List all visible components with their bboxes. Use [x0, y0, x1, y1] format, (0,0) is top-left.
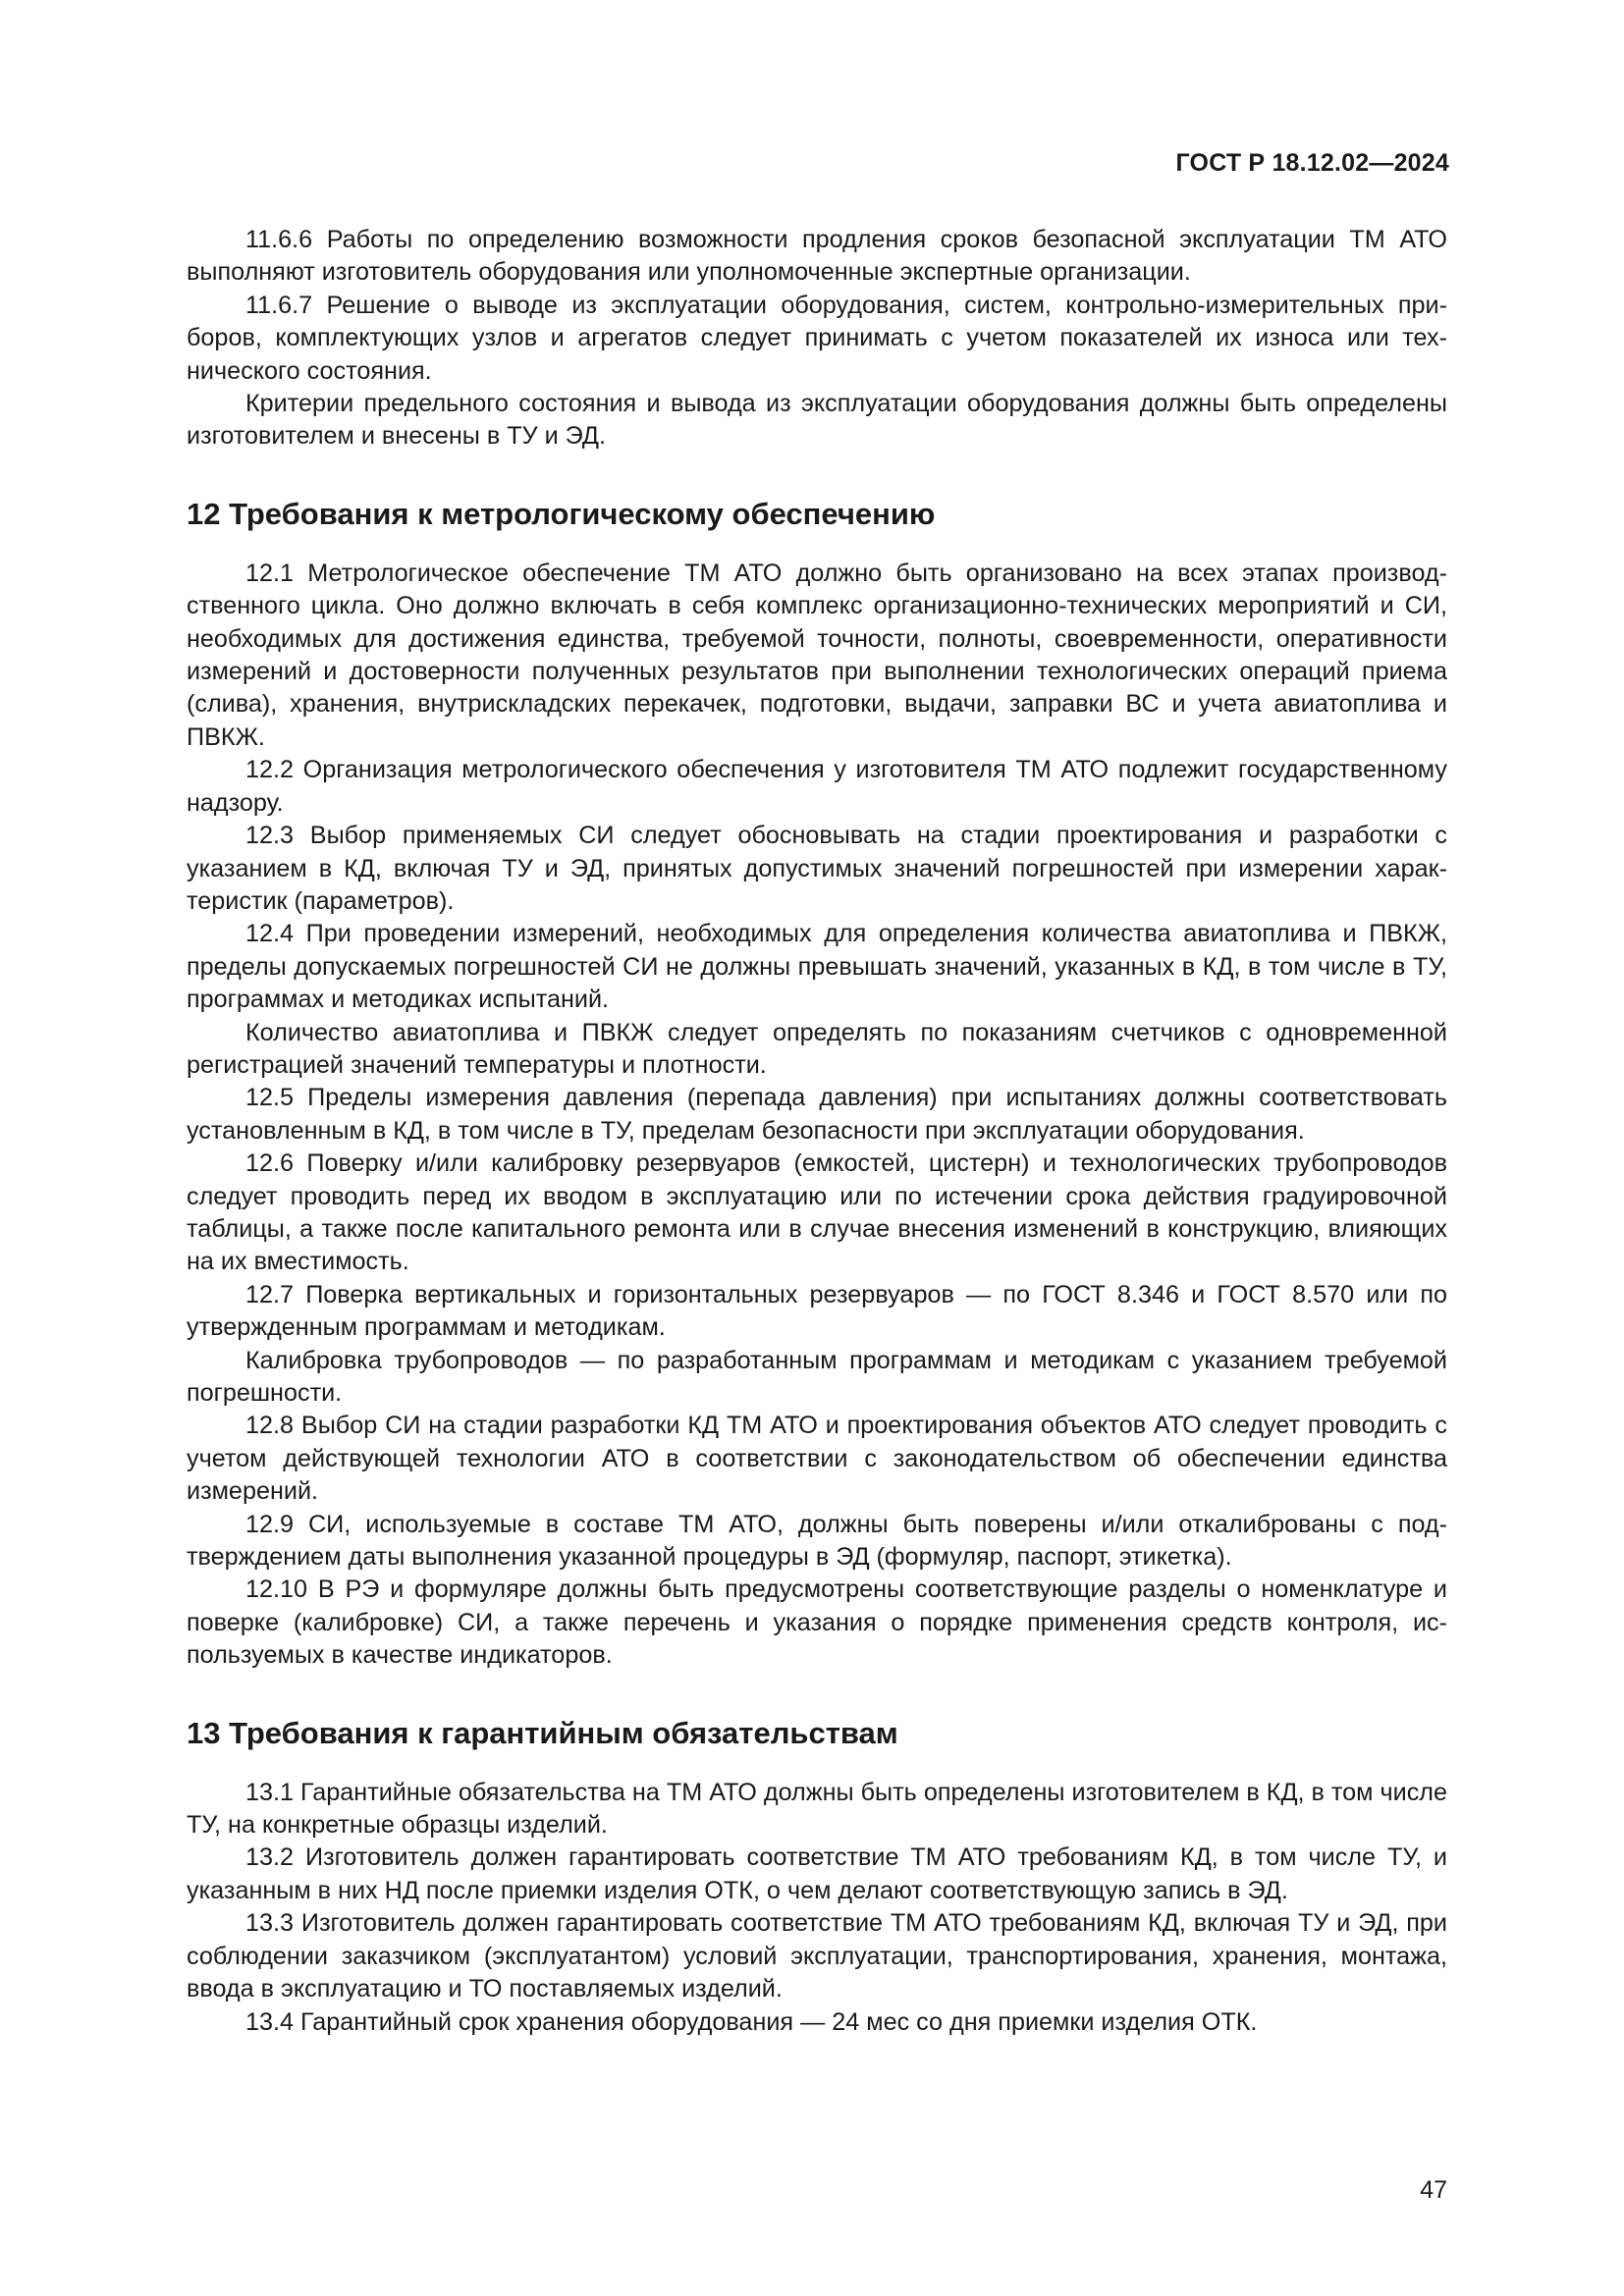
page-number: 47 [1420, 2176, 1447, 2204]
paragraph-criteria: Критерии предельного состояния и вывода из эксплуатации оборудования должны быть определены изготовителем и внесены в ТУ и ЭД. [187, 390, 1447, 451]
paragraph-12-6: 12.6 Поверку и/или калибровку резервуаров (емкостей, цистерн) и технологических трубопроводов следует проводить перед их вводом в эксплуатацию или по истечении срока действия градуировочной таблицы, а также после капитального ремонта или в случае внесения изменений в конструкцию, влияющих на их вместимость. [187, 1149, 1447, 1276]
paragraph-12-5: 12.5 Пределы измерения давления (перепада давления) при испытаниях должны соответствовать установленным в КД, в том числе в ТУ, пределам безопасности при эксплуатации оборудования. [187, 1084, 1447, 1145]
paragraph-13-3: 13.3 Изготовитель должен гарантировать соответствие ТМ АТО требованиям КД, включая ТУ и ЭД, при соблюдении заказчиком (эксплуатантом) условий эксплуатации, транспортирования, хранения, монтажа, ввода в эксплуатацию и ТО поставляемых изделий. [187, 1909, 1447, 2003]
paragraph-12-7-calibration: Калибровка трубопроводов — по разработанным программам и методикам с указанием требуемой погрешности. [187, 1346, 1447, 1407]
paragraph-13-4: 13.4 Гарантийный срок хранения оборудования — 24 мес со дня приемки изделия ОТК. [245, 2007, 1258, 2036]
paragraph-11-6-6: 11.6.6 Работы по определению возможности продления сроков безопасной эксплуатации ТМ АТО выполняют изготовитель оборудования или уполномоченные экспертные организации. [187, 226, 1447, 287]
paragraph-12-1: 12.1 Метрологическое обеспечение ТМ АТО должно быть организовано на всех этапах производственного цикла. Оно должно включать в себя комплекс организационно-технических мероприятий и СИ, необходимых для достижения единства, требуемой точности, полноты, своевременности, оперативности измерений и достоверности полученных результатов при выполнении технологических операций приема (слива), хранения, внутрискладских перекачек, подготовки, выдачи, заправки ВС и учета авиатоплива и ПВКЖ. [187, 559, 1447, 751]
paragraph-12-7: 12.7 Поверка вертикальных и горизонтальных резервуаров — по ГОСТ 8.346 и ГОСТ 8.570 или по утвержденным программам и методикам. [187, 1280, 1447, 1342]
paragraph-13-2: 13.2 Изготовитель должен гарантировать соответствие ТМ АТО требованиям КД, в том числе ТУ, и указанным в них НД после приемки изделия ОТК, о чем делают соответствующую запись в ЭД. [187, 1843, 1447, 1904]
paragraph-12-2: 12.2 Организация метрологического обеспечения у изготовителя ТМ АТО подлежит государственному надзору. [187, 756, 1447, 817]
paragraph-12-10: 12.10 В РЭ и формуляре должны быть предусмотрены соответствующие разделы о номенклатуре и поверке (калибровке) СИ, а также перечень и указания о порядке применения средств контроля, используемых в качестве индикаторов. [187, 1575, 1447, 1670]
paragraph-12-4: 12.4 При проведении измерений, необходимых для определения количества авиатоплива и ПВКЖ, пределы допускаемых погрешностей СИ не должны превышать значений, указанных в КД, в том числе в ТУ, программах и методиках испытаний. [187, 920, 1447, 1014]
section-13-title: 13 Требования к гарантийным обязательствам [187, 1715, 898, 1750]
paragraph-13-1: 13.1 Гарантийные обязательства на ТМ АТО должны быть определены изготовителем в КД, в том числе ТУ, на конкретные образцы изделий. [187, 1778, 1447, 1840]
document-body [187, 224, 1447, 2039]
section-12-title: 12 Требования к метрологическому обеспечению [187, 496, 936, 531]
paragraph-12-3: 12.3 Выбор применяемых СИ следует обосновывать на стадии проектирования и разработки с указанием в КД, включая ТУ и ЭД, принятых допустимых значений погрешностей при измерении характеристик (параметров). [187, 822, 1447, 915]
paragraph-12-8: 12.8 Выбор СИ на стадии разработки КД ТМ АТО и проектирования объектов АТО следует проводить с учетом действующей технологии АТО в соответствии с законодательством об обеспечении единства измерений. [187, 1412, 1447, 1506]
paragraph-11-6-7: 11.6.7 Решение о выводе из эксплуатации оборудования, систем, контрольно-измерительных приборов, комплектующих узлов и агрегатов следует принимать с учетом показателей их износа или технического состояния. [187, 291, 1447, 385]
paragraph-12-4-quantity: Количество авиатоплива и ПВКЖ следует определять по показаниям счетчиков с одновременной регистрацией значений температуры и плотности. [187, 1018, 1447, 1079]
paragraph-12-9: 12.9 СИ, используемые в составе ТМ АТО, должны быть поверены и/или откалиброваны с подтверждением даты выполнения указанной процедуры в ЭД (формуляр, паспорт, этикетка). [187, 1510, 1447, 1572]
standard-code: ГОСТ Р 18.12.02—2024 [1175, 149, 1449, 177]
